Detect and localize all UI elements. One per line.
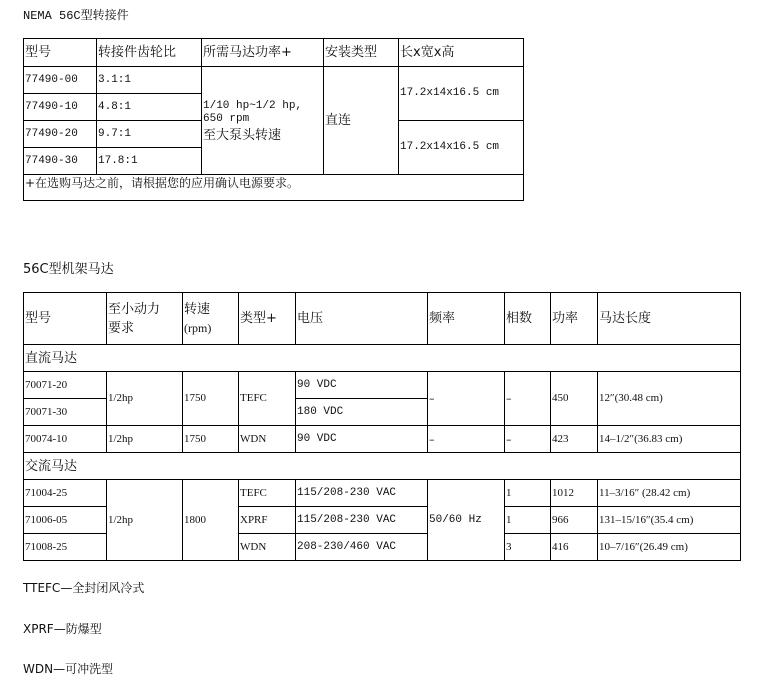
voltage-cell: 180 VDC <box>296 399 428 426</box>
frequency-cell: – <box>428 426 505 453</box>
min-power-cell: 1/2hp <box>107 426 183 453</box>
required-power-cell <box>202 67 324 175</box>
length-cell: 10–7/16″(26.49 cm) <box>598 534 741 561</box>
model-cell: 77490-10 <box>24 94 97 121</box>
header-voltage: 电压 <box>296 293 428 345</box>
type-cell: TEFC <box>239 480 296 507</box>
header-dimensions: 长x宽x高 <box>399 39 524 67</box>
header-required-power: 所需马达功率+ <box>202 39 324 67</box>
model-cell: 71008-25 <box>24 534 107 561</box>
table-row <box>24 480 741 507</box>
ratio-cell: 3.1:1 <box>97 67 202 94</box>
legend-wdn: WDN—可冲洗型 <box>23 662 114 676</box>
model-cell: 77490-00 <box>24 67 97 94</box>
adapter-table-title: NEMA 56C型转接件 <box>23 9 129 23</box>
min-power-cell: 1/2hp <box>107 372 183 426</box>
section-row-ac <box>24 453 741 480</box>
voltage-cell: 115/208-230 VAC <box>296 480 428 507</box>
dimensions-cell-2: 17.2x14x16.5 cm <box>399 121 524 175</box>
header-speed <box>183 293 239 345</box>
power-cell: 1012 <box>551 480 598 507</box>
header-model: 型号 <box>24 39 97 67</box>
phase-cell: – <box>505 372 551 426</box>
length-cell: 131–15/16″(35.4 cm) <box>598 507 741 534</box>
section-row-dc <box>24 345 741 372</box>
type-cell: WDN <box>239 534 296 561</box>
table-row <box>24 67 524 94</box>
model-cell: 71006-05 <box>24 507 107 534</box>
speed-cell: 1800 <box>183 480 239 561</box>
ratio-cell: 4.8:1 <box>97 94 202 121</box>
header-power: 功率 <box>551 293 598 345</box>
motor-table-title: 56C型机架马达 <box>23 262 114 277</box>
table-row <box>24 426 741 453</box>
model-cell: 77490-20 <box>24 121 97 148</box>
header-min-power <box>107 293 183 345</box>
length-cell: 12″(30.48 cm) <box>598 372 741 426</box>
type-cell: WDN <box>239 426 296 453</box>
ac-section-label: 交流马达 <box>24 453 741 480</box>
length-cell: 14–1/2″(36.83 cm) <box>598 426 741 453</box>
legend-tefc: TTEFC—全封闭风冷式 <box>23 581 145 595</box>
header-min-power-line2: 要求 <box>108 320 135 336</box>
header-type: 类型+ <box>239 293 296 345</box>
ratio-cell: 9.7:1 <box>97 121 202 148</box>
header-speed-line1: 转速 <box>184 301 211 317</box>
header-gear-ratio: 转接件齿轮比 <box>97 39 202 67</box>
power-line-3: 至大泵头转速 <box>203 127 282 143</box>
power-cell: 966 <box>551 507 598 534</box>
motor-header-row <box>24 293 741 345</box>
header-length: 马达长度 <box>598 293 741 345</box>
header-speed-line2: (rpm) <box>184 320 212 335</box>
frequency-cell: – <box>428 372 505 426</box>
length-cell: 11–3/16″ (28.42 cm) <box>598 480 741 507</box>
adapter-header-row <box>24 39 524 67</box>
header-phase: 相数 <box>505 293 551 345</box>
voltage-cell: 90 VDC <box>296 372 428 399</box>
power-cell: 416 <box>551 534 598 561</box>
phase-cell: 1 <box>505 480 551 507</box>
header-mount-type: 安装类型 <box>324 39 399 67</box>
voltage-cell: 90 VDC <box>296 426 428 453</box>
header-min-power-line1: 至小动力 <box>108 301 161 317</box>
min-power-cell: 1/2hp <box>107 480 183 561</box>
note-row <box>24 175 524 201</box>
header-model: 型号 <box>24 293 107 345</box>
adapter-table <box>23 38 524 201</box>
model-cell: 71004-25 <box>24 480 107 507</box>
voltage-cell: 208-230/460 VAC <box>296 534 428 561</box>
type-cell: XPRF <box>239 507 296 534</box>
power-cell: 450 <box>551 372 598 426</box>
power-line-1: 1/10 hp~1/2 hp, <box>203 99 303 112</box>
speed-cell: 1750 <box>183 426 239 453</box>
motor-table <box>23 292 741 561</box>
dimensions-cell-1: 17.2x14x16.5 cm <box>399 67 524 121</box>
phase-cell: 3 <box>505 534 551 561</box>
voltage-cell: 115/208-230 VAC <box>296 507 428 534</box>
power-line-2: 650 rpm <box>203 112 250 125</box>
type-cell: TEFC <box>239 372 296 426</box>
dc-section-label: 直流马达 <box>24 345 741 372</box>
speed-cell: 1750 <box>183 372 239 426</box>
ratio-cell: 17.8:1 <box>97 148 202 175</box>
phase-cell: – <box>505 426 551 453</box>
frequency-cell: 50/60 Hz <box>428 480 505 561</box>
model-cell: 70071-30 <box>24 399 107 426</box>
phase-cell: 1 <box>505 507 551 534</box>
model-cell: 70074-10 <box>24 426 107 453</box>
power-cell: 423 <box>551 426 598 453</box>
legend-xprf: XPRF—防爆型 <box>23 622 102 636</box>
mount-type-cell: 直连 <box>324 67 399 175</box>
header-frequency: 频率 <box>428 293 505 345</box>
model-cell: 70071-20 <box>24 372 107 399</box>
power-note: +在选购马达之前，请根据您的应用确认电源要求。 <box>24 175 524 201</box>
table-row <box>24 372 741 399</box>
model-cell: 77490-30 <box>24 148 97 175</box>
